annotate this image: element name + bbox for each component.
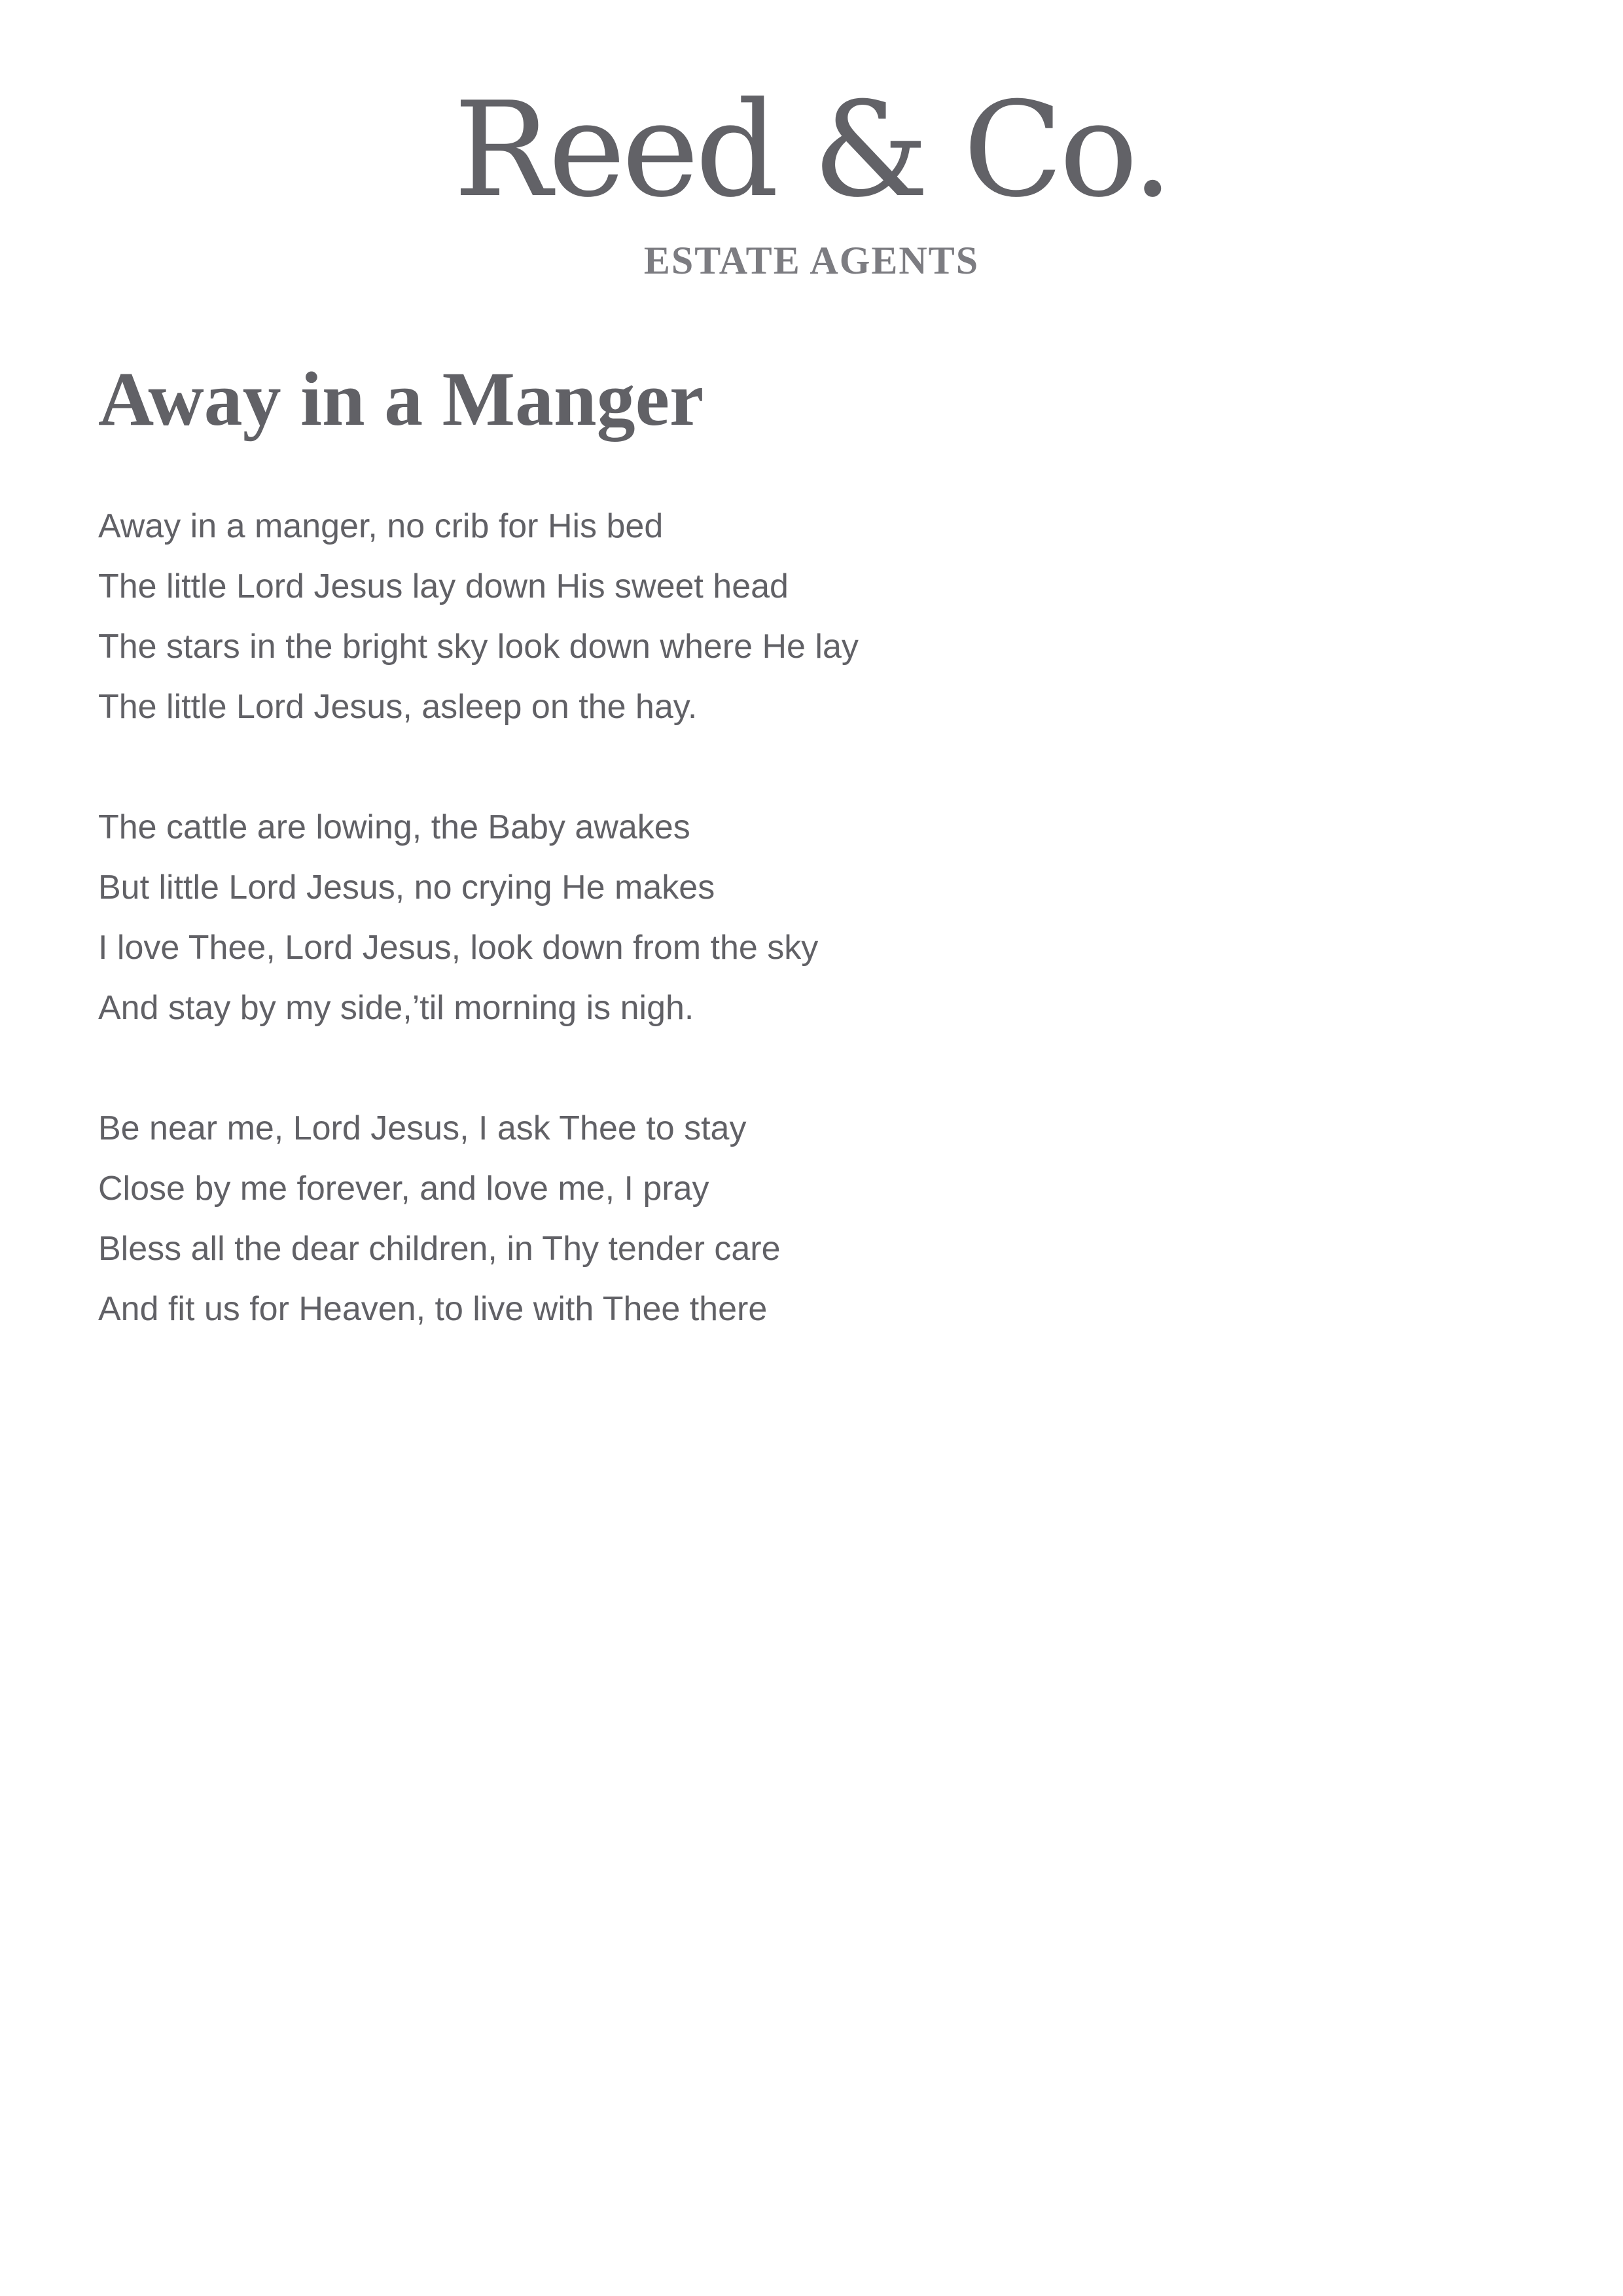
lyric-line: Close by me forever, and love me, I pray [98, 1170, 709, 1208]
lyric-line: The stars in the bright sky look down where He lay [98, 628, 859, 666]
lyric-line: I love Thee, Lord Jesus, look down from the sky [98, 929, 819, 967]
lyric-line: Bless all the dear children, in Thy tender care [98, 1230, 781, 1268]
lyric-line: Be near me, Lord Jesus, I ask Thee to stay [98, 1109, 747, 1147]
verse-3 [98, 1098, 1538, 1339]
lyric-line: Away in a manger, no crib for His bed [98, 507, 664, 545]
lyric-line: And stay by my side,’til morning is nigh. [98, 989, 694, 1027]
verse-2 [98, 797, 1538, 1038]
lyric-line: And fit us for Heaven, to live with Thee there [98, 1290, 768, 1328]
lyric-line: The little Lord Jesus lay down His sweet head [98, 567, 789, 605]
lyric-line: The little Lord Jesus, asleep on the hay. [98, 688, 698, 726]
brand-tagline: ESTATE AGENTS [643, 239, 980, 282]
brand-logo [0, 74, 1623, 283]
document-title: Away in a Manger [98, 356, 704, 442]
lyric-line: But little Lord Jesus, no crying He makes [98, 869, 715, 906]
verse-1 [98, 496, 1538, 737]
lyric-line: The cattle are lowing, the Baby awakes [98, 808, 690, 846]
lyrics [98, 496, 1538, 1399]
brand-name: Reed & Co. [453, 74, 1169, 226]
